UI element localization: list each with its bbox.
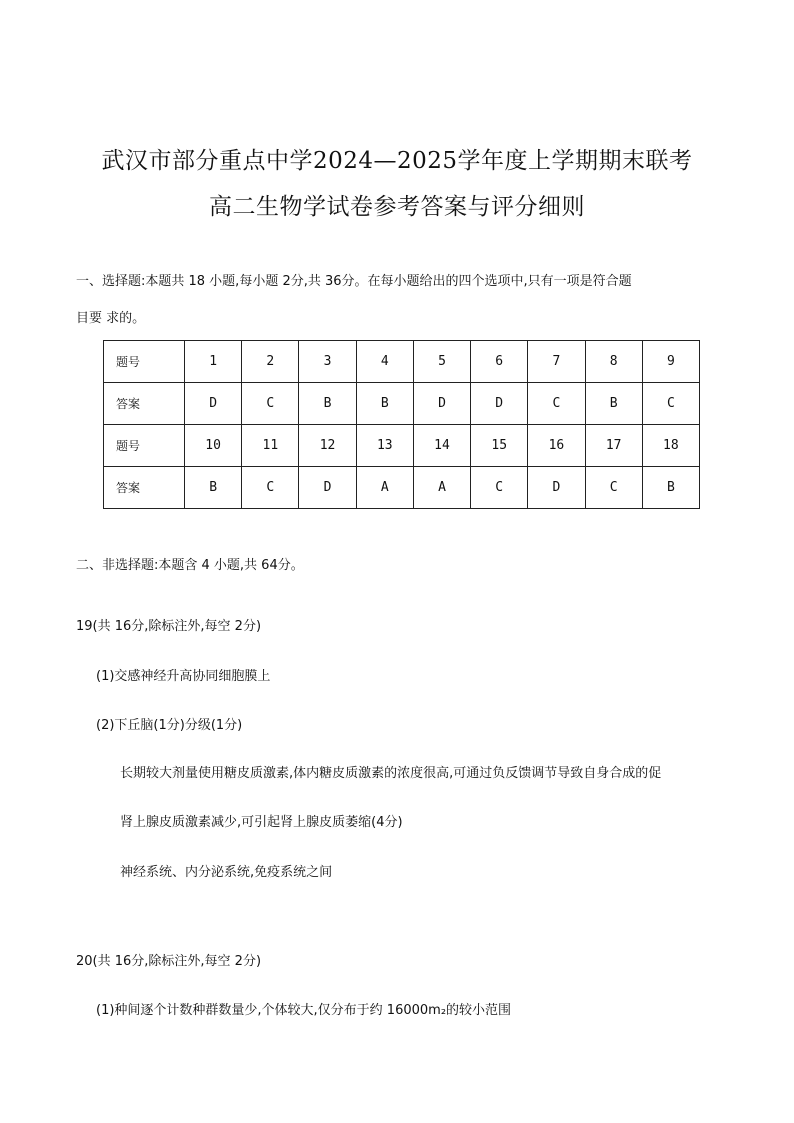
table-row (104, 383, 700, 425)
table-row (104, 425, 700, 467)
question-number: 2 (242, 341, 299, 383)
q19-answer-2: (2)下丘脑(1分)分级(1分) (96, 718, 243, 733)
question-number: 11 (242, 425, 299, 467)
question-number: 12 (299, 425, 356, 467)
q19-heading: 19(共 16分,除标注外,每空 2分) (76, 619, 262, 634)
question-number: 3 (299, 341, 356, 383)
row-label-answer: 答案 (104, 467, 185, 509)
answer-cell: D (185, 383, 242, 425)
question-number: 4 (356, 341, 413, 383)
question-number: 16 (528, 425, 585, 467)
table-row (104, 341, 700, 383)
q19-answer-4: 神经系统、内分泌系统,免疫系统之间 (120, 865, 333, 880)
answer-cell: D (528, 467, 585, 509)
answer-cell: A (413, 467, 470, 509)
section1-intro-line2: 目要 求的。 (76, 311, 146, 326)
answer-cell: B (642, 467, 699, 509)
answer-table (103, 340, 700, 509)
answer-cell: B (356, 383, 413, 425)
answer-cell: C (242, 467, 299, 509)
question-number: 14 (413, 425, 470, 467)
question-number: 6 (471, 341, 528, 383)
q20-answer-1: (1)种间逐个计数种群数量少,个体较大,仅分布于约 16000m₂的较小范围 (96, 1003, 512, 1018)
q19-answer-3-line2: 肾上腺皮质激素减少,可引起肾上腺皮质萎缩(4分) (120, 815, 403, 830)
answer-cell: D (471, 383, 528, 425)
answer-cell: C (585, 467, 642, 509)
answer-cell: D (413, 383, 470, 425)
question-number: 7 (528, 341, 585, 383)
question-number: 9 (642, 341, 699, 383)
answer-cell: B (185, 467, 242, 509)
question-number: 5 (413, 341, 470, 383)
q19-answer-1: (1)交感神经升高协同细胞膜上 (96, 669, 271, 684)
document-title-line2: 高二生物学试卷参考答案与评分细则 (209, 194, 585, 220)
question-number: 8 (585, 341, 642, 383)
table-row (104, 467, 700, 509)
question-number: 13 (356, 425, 413, 467)
answer-cell: C (528, 383, 585, 425)
answer-cell: C (242, 383, 299, 425)
question-number: 10 (185, 425, 242, 467)
answer-cell: C (642, 383, 699, 425)
answer-cell: D (299, 467, 356, 509)
section1-intro-line1: 一、选择题:本题共 18 小题,每小题 2分,共 36分。在每小题给出的四个选项中,只有一项是符合题 (76, 274, 632, 289)
question-number: 1 (185, 341, 242, 383)
q19-answer-3-line1: 长期较大剂量使用糖皮质激素,体内糖皮质激素的浓度很高,可通过负反馈调节导致自身合成的促 (120, 766, 662, 781)
question-number: 15 (471, 425, 528, 467)
answer-cell: A (356, 467, 413, 509)
question-number: 18 (642, 425, 699, 467)
answer-cell: B (299, 383, 356, 425)
question-number: 17 (585, 425, 642, 467)
answer-cell: B (585, 383, 642, 425)
row-label-question: 题号 (104, 425, 185, 467)
row-label-answer: 答案 (104, 383, 185, 425)
answer-cell: C (471, 467, 528, 509)
document-title-line1: 武汉市部分重点中学2024—2025学年度上学期期末联考 (101, 148, 693, 174)
row-label-question: 题号 (104, 341, 185, 383)
section2-intro: 二、非选择题:本题含 4 小题,共 64分。 (76, 558, 304, 573)
q20-heading: 20(共 16分,除标注外,每空 2分) (76, 954, 262, 969)
